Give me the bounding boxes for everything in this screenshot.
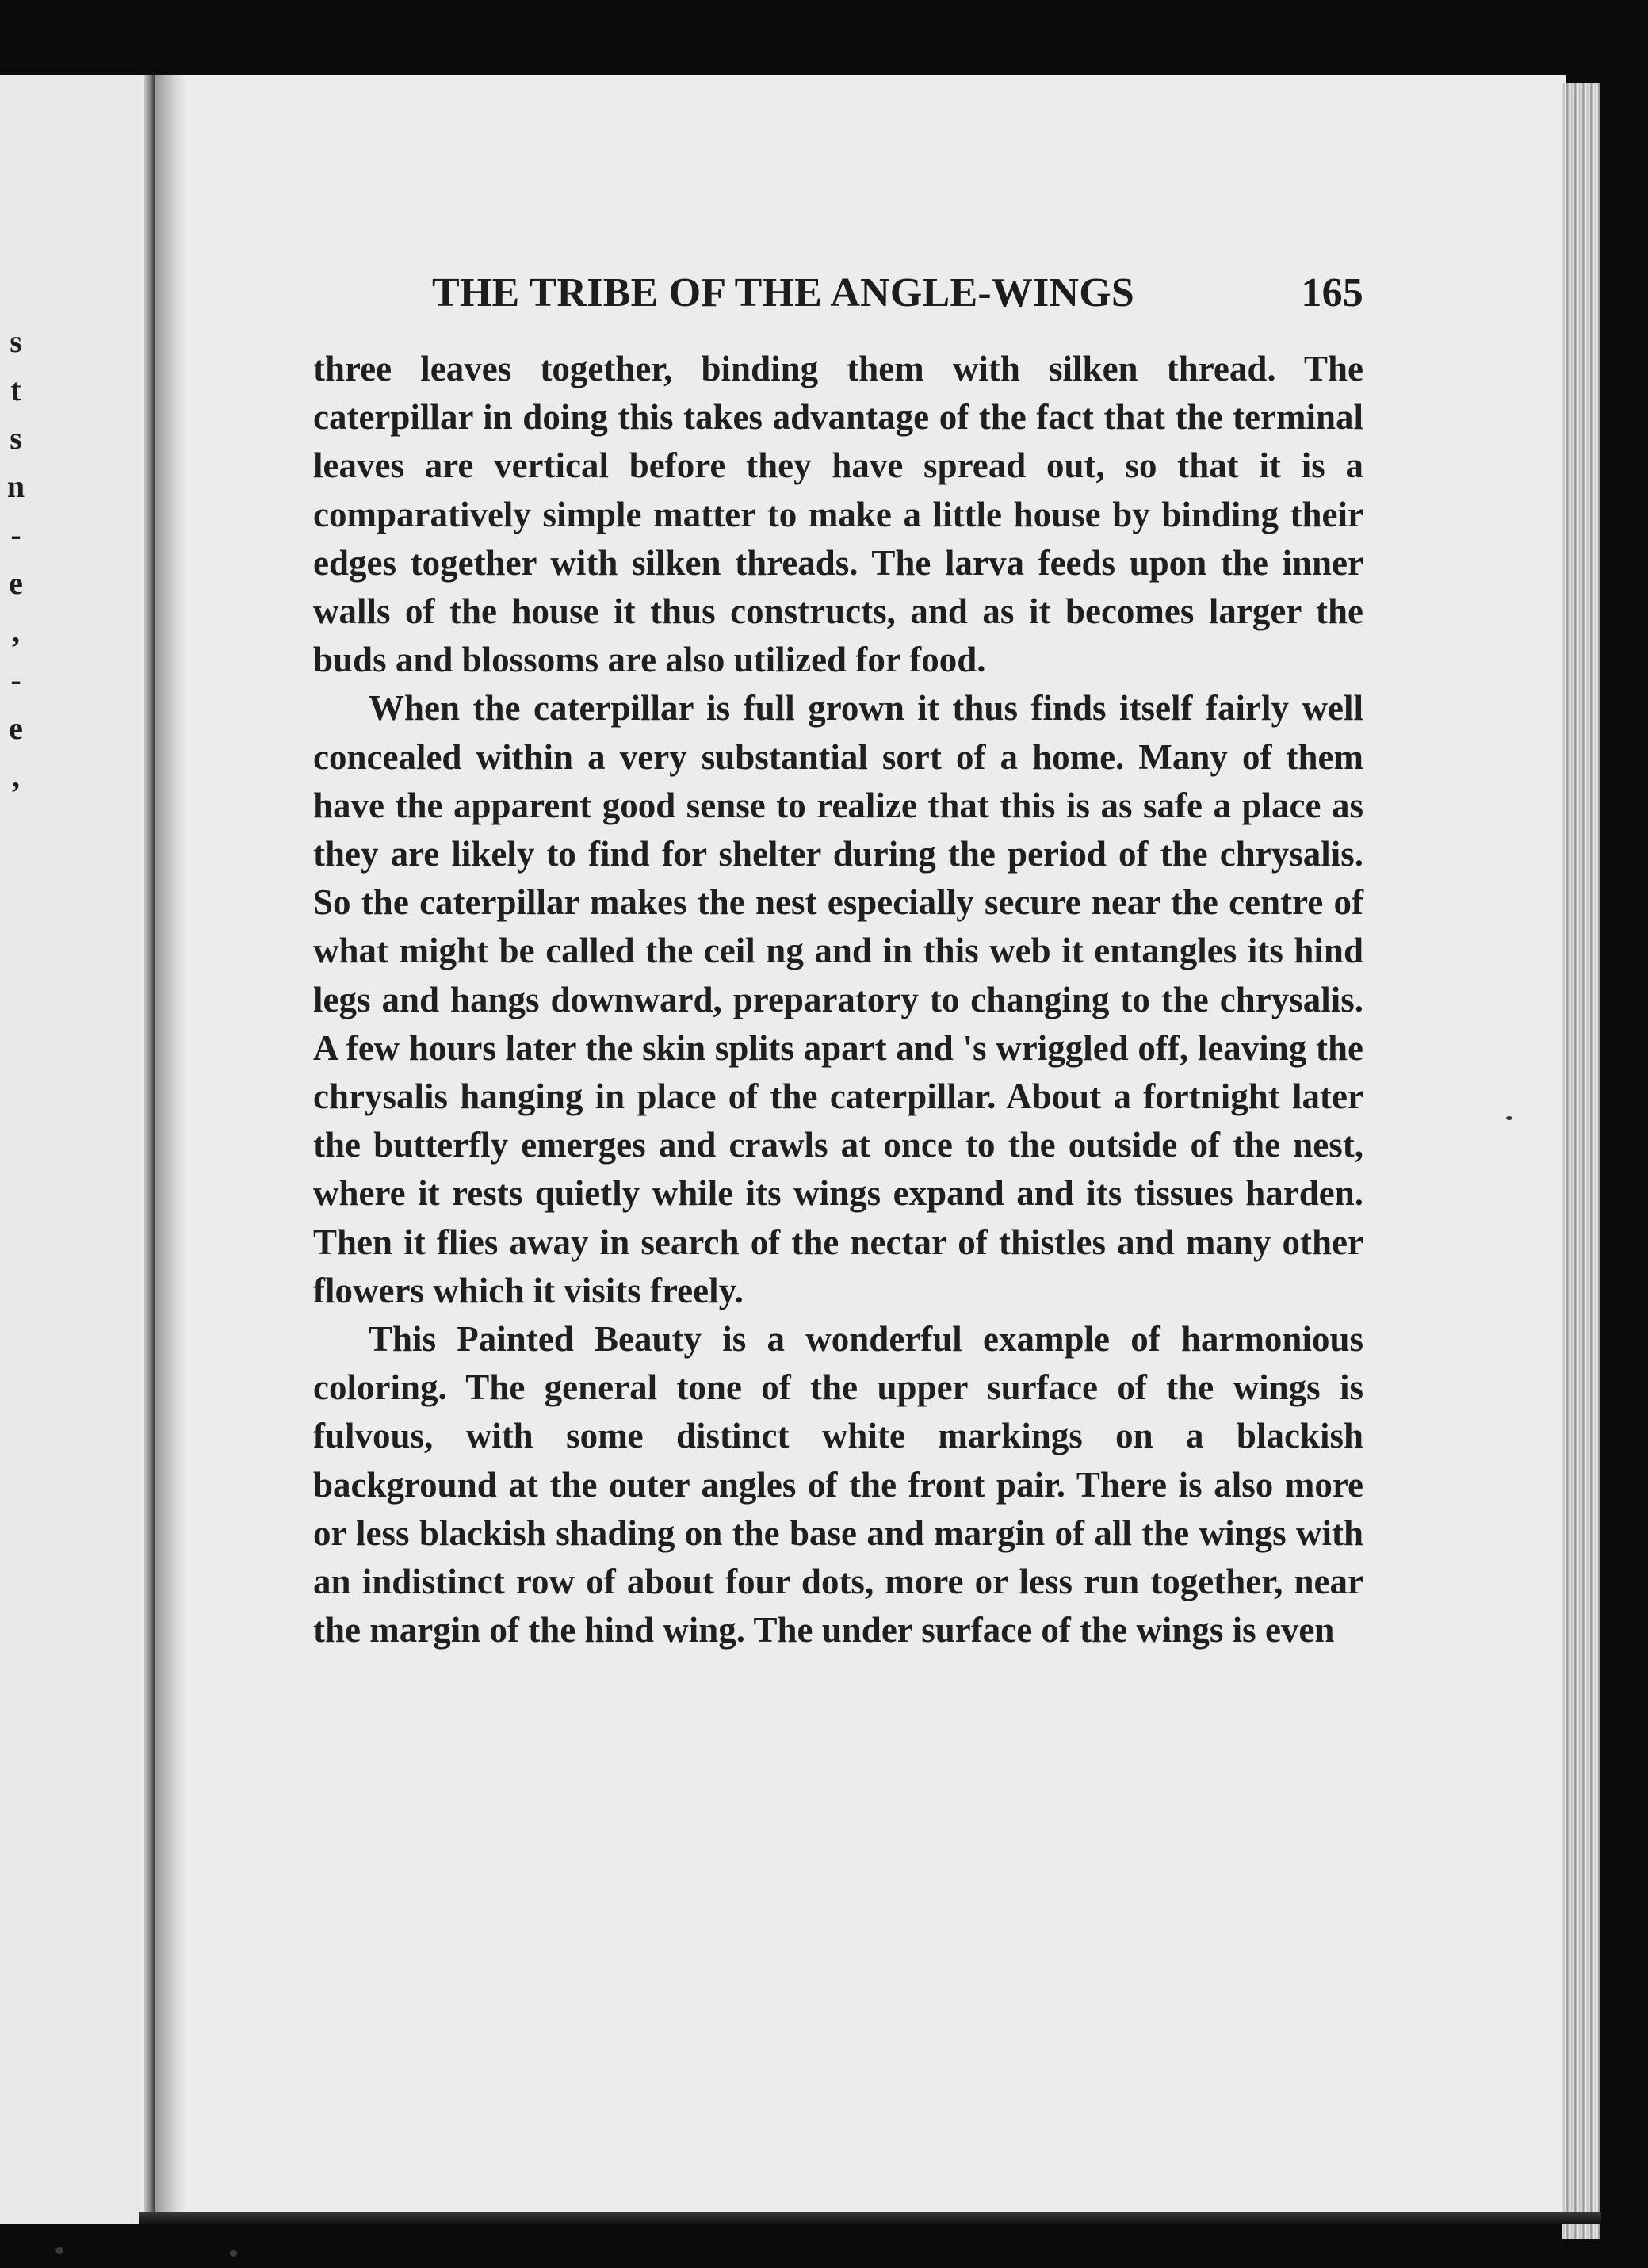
page-bottom-edge [139, 2212, 1601, 2224]
page-gutter-shading [155, 75, 187, 2216]
facing-page-char: - [10, 662, 21, 698]
page-body [313, 345, 1363, 1654]
facing-page-char: e [9, 565, 23, 601]
binding-gutter-shadow [144, 75, 155, 2224]
scan-speck [55, 2247, 63, 2254]
scan-speck [1506, 1116, 1512, 1120]
facing-page-char: - [10, 517, 21, 553]
facing-page-char: s [10, 420, 22, 456]
facing-page-char: , [12, 759, 20, 794]
facing-page-char: e [9, 710, 23, 746]
chapter-title: THE TRIBE OF THE ANGLE-WINGS [432, 270, 1134, 316]
page-stack-edge [1562, 83, 1600, 2239]
scan-speck [230, 2250, 237, 2257]
paragraph: This Painted Beauty is a wonderful example of harmonious coloring. The general tone of the upper surface of the wings is fulvous, with some distinct white markings on a blackish background at the outer angles of the front pair. There is also more or less blackish shading on the base and margin of all the wings with an indistinct row of about four dots, more or less run together, near the margin of the hind wing. The under surface of the wings is even [313, 1319, 1363, 1650]
facing-page-char: , [12, 614, 20, 649]
facing-page-char: s [10, 323, 22, 359]
paragraph: When the caterpillar is full grown it thus finds itself fairly well concealed within a very substantial sort of a home. Many of them have the apparent good sense to realize that this is as safe a place as they are likely to find for shelter during the period of the chrysalis. So the caterpillar makes the nest especially secure near the centre of what might be called the ceil ng and in this web it entangles its hind legs and hangs downward, preparatory to changing to the chrysalis. A few hours later the skin splits apart and 's wriggled off, leaving the chrysalis hanging in place of the caterpillar. About a fortnight later the butterfly emerges and crawls at once to the outside of the nest, where it rests quietly while its wings expand and its tissues harden. Then it flies away in search of the nectar of thistles and many other flowers which it visits freely. [313, 688, 1363, 1310]
paragraph: three leaves together, binding them with silken thread. The caterpillar in doing this takes advantage of the fact that the terminal leaves are vertical before they have spread out, so that it is a comparatively simple matter to make a little house by binding their edges together with silken threads. The larva feeds upon the inner walls of the house it thus constructs, and as it becomes larger the buds and blossoms are also utilized for food. [313, 349, 1363, 680]
facing-page-char: n [6, 469, 25, 504]
page-number: 165 [1301, 270, 1363, 316]
running-head [432, 270, 1363, 317]
facing-page-char: t [10, 372, 21, 407]
facing-page-line-ends [0, 317, 32, 801]
